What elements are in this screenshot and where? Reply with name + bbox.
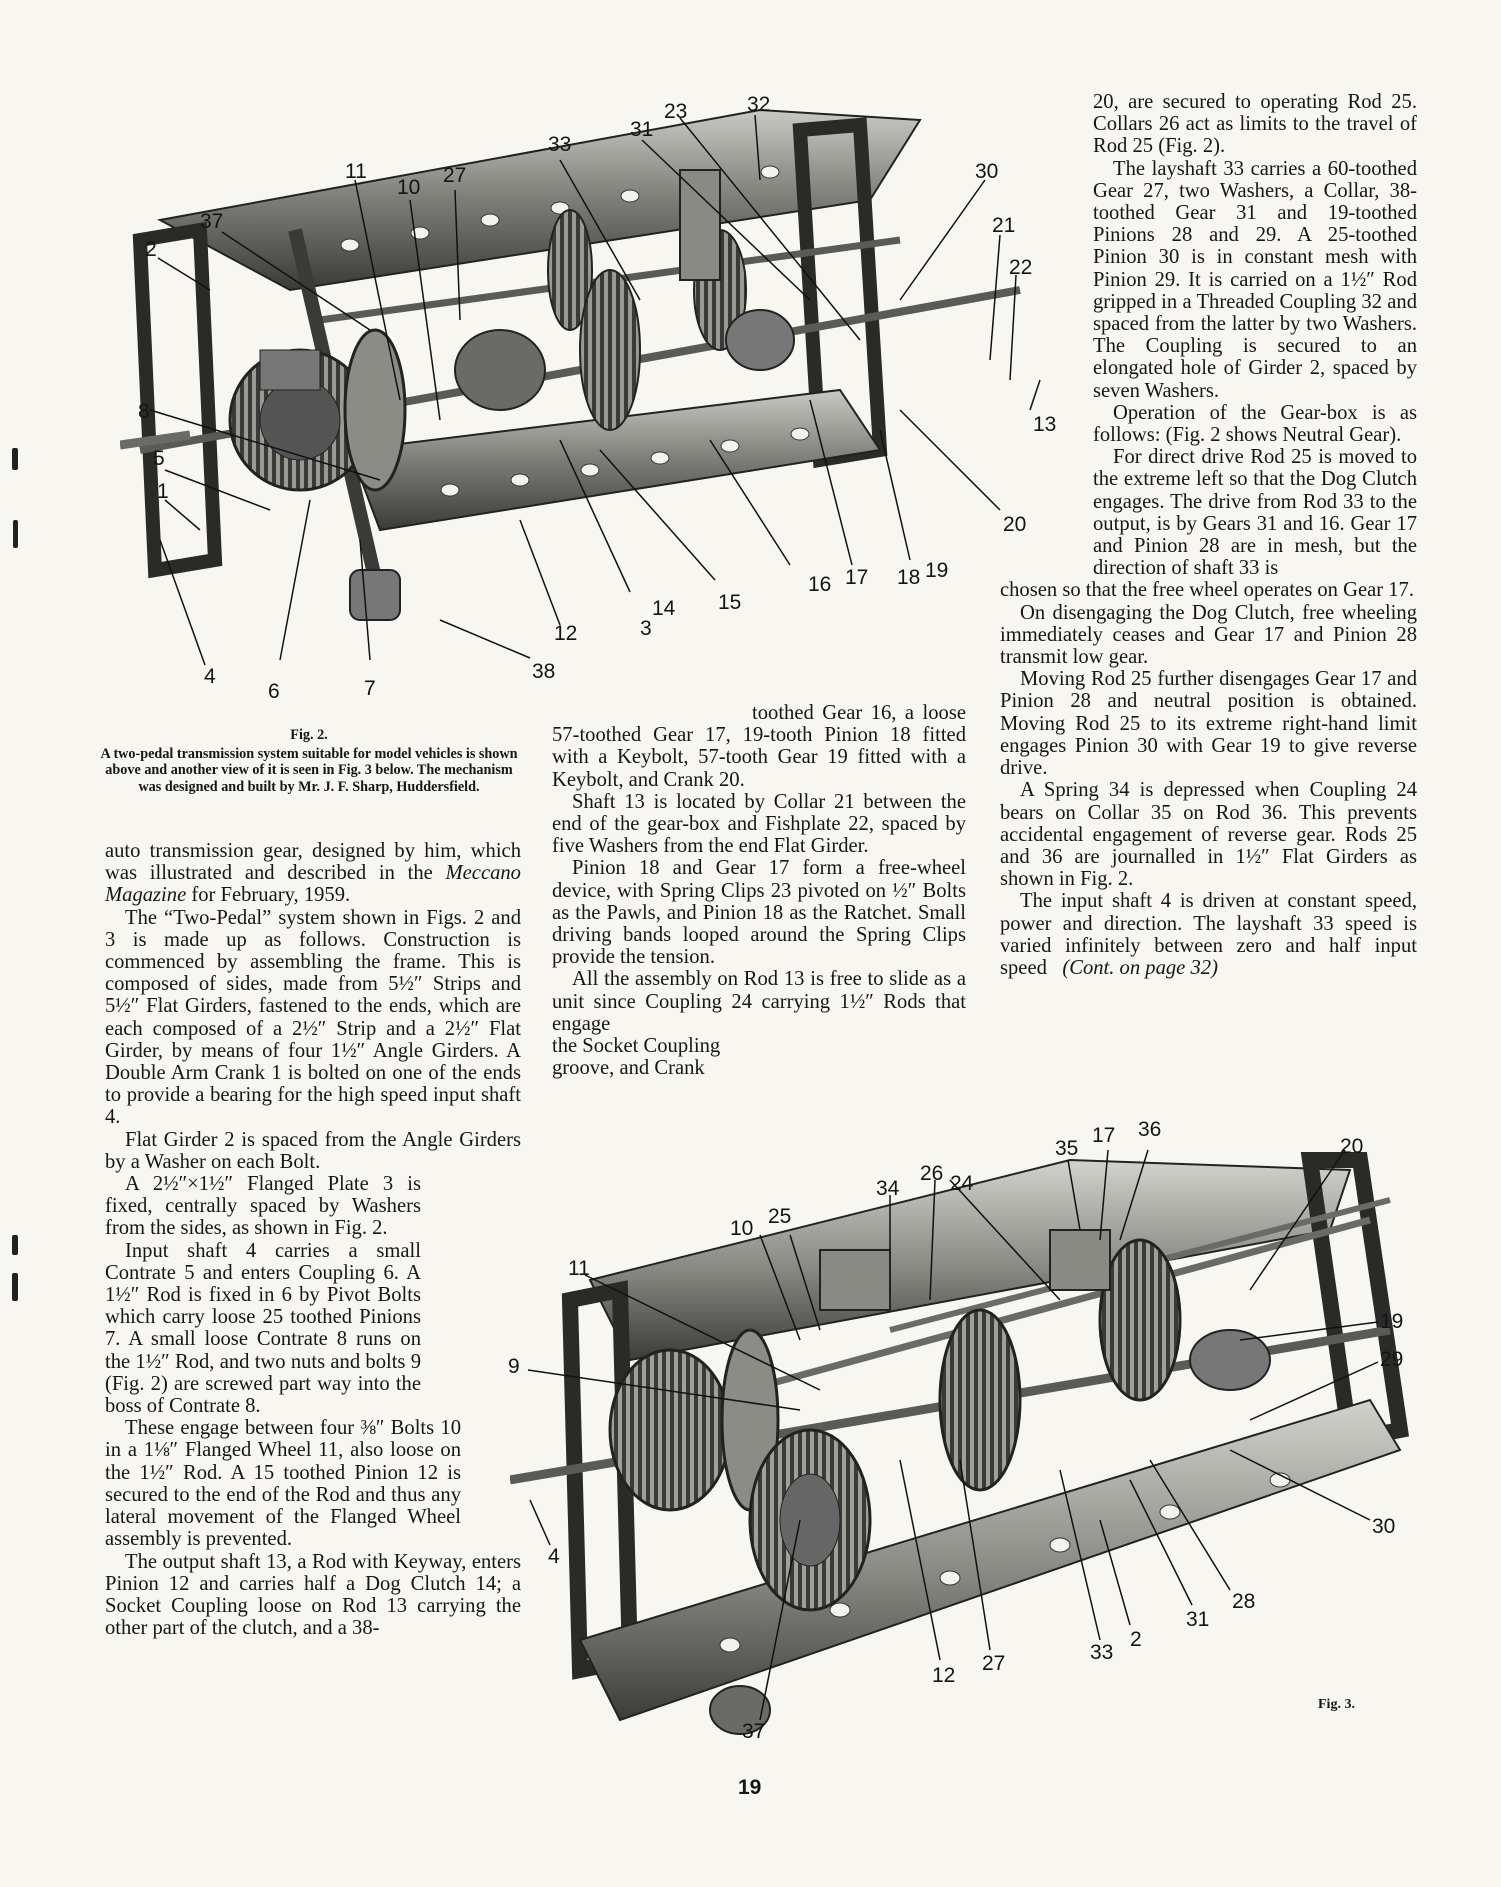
fig3-callout-20: 20 xyxy=(1340,1135,1364,1158)
page-number: 19 xyxy=(738,1776,762,1799)
fig3-callout-25: 25 xyxy=(768,1205,792,1228)
figure-2-label: Fig. 2. xyxy=(290,727,328,743)
continued-note: (Cont. on page 32) xyxy=(1062,956,1218,979)
scan-mark-4 xyxy=(12,1273,18,1301)
col1-para-1-text: auto transmission gear, designed by him, which was illustrated and described in the xyxy=(105,840,521,885)
fig2-callout-27: 27 xyxy=(443,164,467,187)
col1-para-2: The “Two-Pedal” system shown in Figs. 2 and 3 is made up as follows. Construction is commenced by assembling the frame. This is composed of sides, made from 5½″ Strips and 5½″ Flat Girders, fastened to the ends, which are each composed of a 2½″ Strip and a 2½″ Flat Girder, by means of four 1½″ Angle Girders. A Double Arm Crank 1 is bolted on one of the ends to provide a bearing for the high speed input shaft 4. xyxy=(105,906,521,1129)
fig3-callout-35: 35 xyxy=(1055,1137,1079,1160)
fig3-callout-37: 37 xyxy=(742,1720,766,1743)
col2-para-2: Shaft 13 is located by Collar 21 between the end of the gear-box and Fishplate 22, spaced by five Washers from the end Flat Girder. xyxy=(552,790,966,858)
fig3-callout-4: 4 xyxy=(548,1545,560,1568)
col1-para-1 xyxy=(105,840,521,907)
col3-para-1: 20, are secured to operating Rod 25. Collars 26 act as limits to the travel of Rod 25 (Fig. 2). xyxy=(1093,91,1417,158)
fig2-callout-18: 18 xyxy=(897,566,921,589)
fig2-callout-12: 12 xyxy=(554,622,578,645)
fig3-callout-9: 9 xyxy=(508,1355,520,1378)
fig3-callout-2: 2 xyxy=(1130,1628,1142,1651)
col2-para-4: All the assembly on Rod 13 is free to slide as a unit since Coupling 24 carrying 1½″ Rods that engage xyxy=(552,968,966,1035)
fig3-callout-12: 12 xyxy=(932,1664,956,1687)
figure-3-leaders xyxy=(0,1100,1501,1780)
fig2-callout-33: 33 xyxy=(548,133,572,156)
fig2-callout-7: 7 xyxy=(364,677,376,700)
col2-para-4-line-3: groove, and Crank xyxy=(552,1057,705,1080)
fig2-callout-6: 6 xyxy=(268,680,280,703)
col1-para-4: A 2½″×1½″ Flanged Plate 3 is fixed, centrally spaced by Washers from the sides, as shown in Fig. 2. xyxy=(105,1173,421,1240)
fig2-callout-4: 4 xyxy=(204,665,216,688)
col3-para-8 xyxy=(1000,890,1417,979)
fig2-callout-15: 15 xyxy=(718,591,742,614)
fig2-callout-1: 1 xyxy=(157,480,169,503)
fig3-callout-27: 27 xyxy=(982,1652,1006,1675)
col1-para-1-tail: for February, 1959. xyxy=(186,884,351,907)
fig2-callout-22: 22 xyxy=(1009,256,1033,279)
fig3-callout-11: 11 xyxy=(568,1257,590,1280)
fig2-callout-17: 17 xyxy=(845,566,869,589)
fig2-callout-32: 32 xyxy=(747,93,771,116)
col3-para-7: A Spring 34 is depressed when Coupling 24 bears on Collar 35 on Rod 36. This prevents accidental engagement of reverse gear. Rods 25 and 36 are journalled in 1½″ Flat Girders as shown in Fig. 2. xyxy=(1000,779,1417,891)
fig2-callout-10: 10 xyxy=(397,176,421,199)
magazine-title: Meccano Magazine xyxy=(105,862,521,907)
fig3-callout-10: 10 xyxy=(730,1217,754,1240)
fig2-callout-8: 8 xyxy=(138,400,150,423)
col2-para-1: toothed Gear 16, a loose 57-toothed Gear 17, 19-tooth Pinion 18 fitted with a Keybolt, 57-tooth Gear 19 fitted with a Keybolt, and Crank 20. xyxy=(552,702,966,791)
text-column-3 xyxy=(1000,91,1417,979)
col2-para-3: Pinion 18 and Gear 17 form a free-wheel device, with Spring Clips 23 pivoted on ½″ Bolts as the Pawls, and Pinion 18 as the Ratchet. Small driving bands looped around the Spring Clips provide the tension. xyxy=(552,857,966,969)
fig2-callout-37: 37 xyxy=(200,210,224,233)
col3-para-3: Operation of the Gear-box is as follows: (Fig. 2 shows Neutral Gear). xyxy=(1093,401,1417,447)
col3-para-4-tail: chosen so that the free wheel operates on Gear 17. xyxy=(1000,579,1414,602)
scan-mark-3 xyxy=(12,1235,18,1255)
fig3-callout-17: 17 xyxy=(1092,1124,1116,1147)
col3-para-5: On disengaging the Dog Clutch, free wheeling immediately ceases and Gear 17 and Pinion 28 transmit low gear. xyxy=(1000,601,1417,669)
fig3-callout-31: 31 xyxy=(1186,1608,1210,1631)
figure-3-label: Fig. 3. xyxy=(1318,1697,1355,1712)
fig2-callout-19: 19 xyxy=(925,559,949,582)
col1-para-6: These engage between four ⅜″ Bolts 10 in a 1⅛″ Flanged Wheel 11, also loose on the 1½″ Rod. A 15 toothed Pinion 12 is secured to the end of the Rod and thus any lateral movement of the Flanged Wheel assembly is prevented. xyxy=(105,1417,461,1551)
fig2-callout-38: 38 xyxy=(532,660,556,683)
col3-para-2: The layshaft 33 carries a 60-toothed Gear 27, two Washers, a Collar, 38-toothed Gear 31 and 19-toothed Pinions 28 and 29. A 25-toothed Pinion 30 is in constant mesh with Pinion 29. It is carried on a 1½″ Rod gripped in a Threaded Coupling 32 and spaced from the latter by two Washers. The Coupling is secured to an elongated hole of Girder 2, spaced by seven Washers. xyxy=(1093,157,1417,402)
fig2-callout-5: 5 xyxy=(153,447,165,470)
figure-2-caption-text: A two-pedal transmission system suitable for model vehicles is shown above and another view of it is seen in Fig. 3 below. The mechanism was designed and built by Mr. J. F. Sharp, Huddersfield. xyxy=(100,745,518,795)
fig3-callout-26: 26 xyxy=(920,1162,944,1185)
text-column-2 xyxy=(552,702,966,1079)
fig3-callout-33: 33 xyxy=(1090,1641,1114,1664)
fig2-callout-16: 16 xyxy=(808,573,832,596)
fig2-callout-31: 31 xyxy=(630,118,654,141)
col1-para-7: The output shaft 13, a Rod with Keyway, enters Pinion 12 and carries half a Dog Clutch 14; a Socket Coupling loose on Rod 13 carrying the other part of the clutch, and a 38- xyxy=(105,1550,521,1640)
fig3-callout-34: 34 xyxy=(876,1177,900,1200)
fig3-callout-28: 28 xyxy=(1232,1590,1256,1613)
col3-para-6: Moving Rod 25 further disengages Gear 17 and Pinion 28 and neutral position is obtained. Moving Rod 25 to its extreme right-hand limit engages Pinion 30 with Gear 19 to give reverse drive. xyxy=(1000,668,1417,780)
fig2-callout-2: 2 xyxy=(145,238,157,261)
fig2-callout-11: 11 xyxy=(345,160,367,183)
fig2-callout-21: 21 xyxy=(992,214,1016,237)
fig2-callout-30: 30 xyxy=(975,160,999,183)
fig3-callout-24: 24 xyxy=(950,1172,974,1195)
col3-para-4: For direct drive Rod 25 is moved to the extreme left so that the Dog Clutch engages. The drive from Rod 33 to the output, is by Gears 31 and 16. Gear 17 and Pinion 28 are in mesh, but the direction of shaft 33 is xyxy=(1093,446,1417,580)
fig3-callout-30: 30 xyxy=(1372,1515,1396,1538)
col1-para-5: Input shaft 4 carries a small Contrate 5 and enters Coupling 6. A 1½″ Rod is fixed in 6 by Pivot Bolts which carry loose 25 toothed Pinions 7. A small loose Contrate 8 runs on the 1½″ Rod, and two nuts and bolts 9 (Fig. 2) are screwed part way into the boss of Contrate 8. xyxy=(105,1239,421,1418)
fig2-callout-23: 23 xyxy=(664,100,688,123)
col2-para-4-line-2: the Socket Coupling xyxy=(552,1035,721,1058)
fig2-callout-20: 20 xyxy=(1003,513,1027,536)
scan-mark-1 xyxy=(12,448,18,470)
scan-mark-2 xyxy=(13,520,18,548)
col1-para-3: Flat Girder 2 is spaced from the Angle Girders by a Washer on each Bolt. xyxy=(105,1128,521,1173)
fig2-callout-13: 13 xyxy=(1033,413,1057,436)
figure-2-caption xyxy=(100,727,518,795)
fig3-callout-36: 36 xyxy=(1138,1118,1162,1141)
col3-para-8-text: The input shaft 4 is driven at constant speed, power and direction. The layshaft 33 speed is varied infinitely between zero and half input speed xyxy=(1000,890,1417,979)
fig3-callout-19: 19 xyxy=(1380,1310,1404,1333)
fig3-callout-29: 29 xyxy=(1380,1348,1404,1371)
fig2-callout-14: 14 xyxy=(652,597,676,620)
fig2-callout-3: 3 xyxy=(640,617,652,640)
